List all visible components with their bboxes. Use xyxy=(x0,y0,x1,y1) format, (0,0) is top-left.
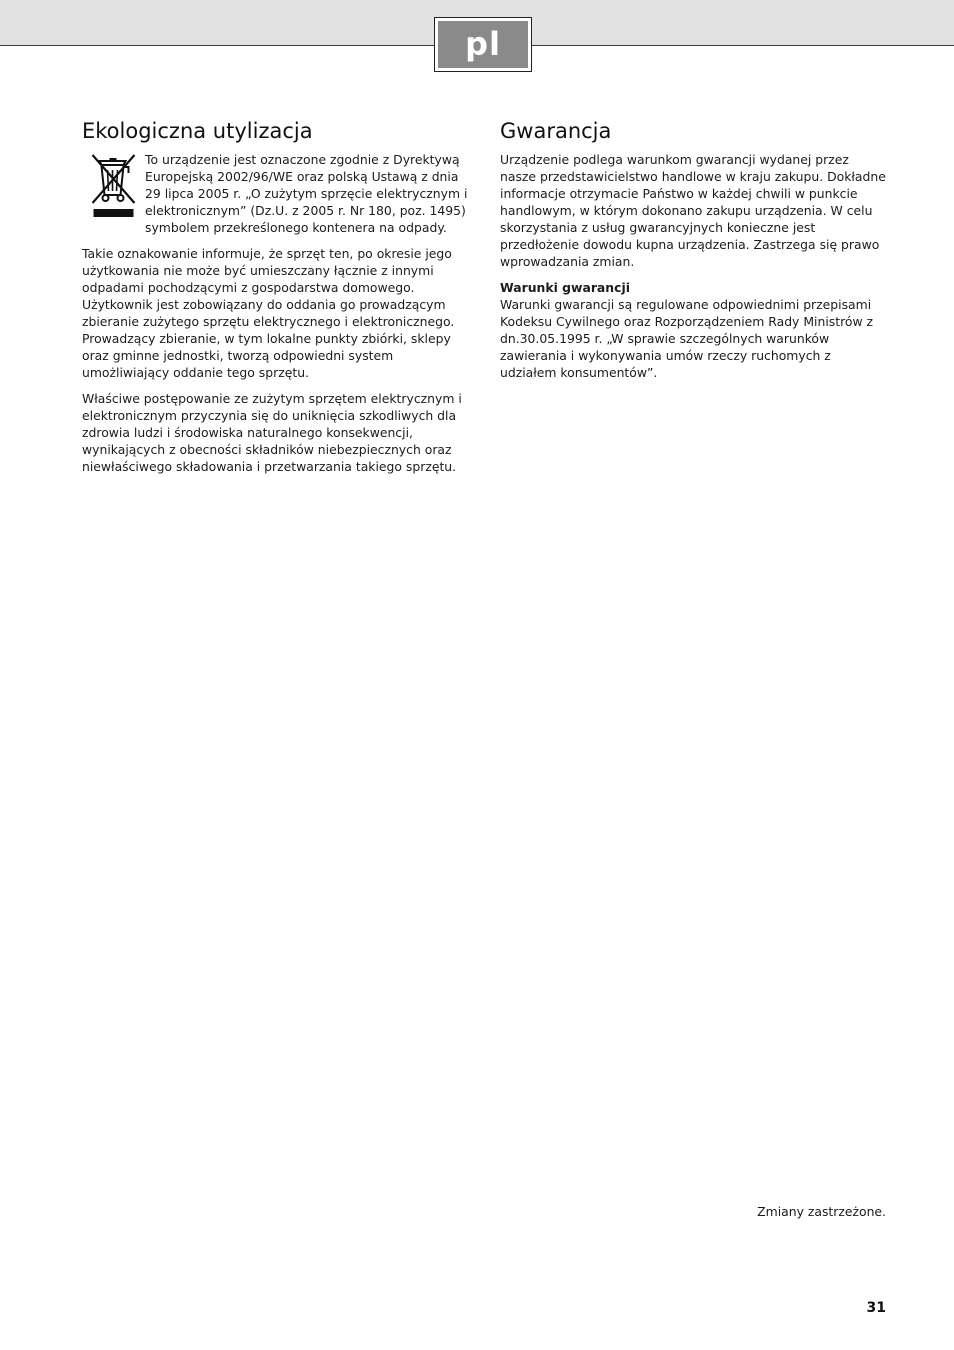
disposal-section xyxy=(82,116,470,475)
warranty-paragraph-1: Urządzenie podlega warunkom gwarancji wydanej przez nasze przedstawicielstwo handlowe w kraju zakupu. Dokładne informacje otrzymacie Państwo w każdej chwili w punkcie handlowym, w którym dokonano zakupu urządzenia. W celu skorzystania z usług gwarancyjnych konieczne jest przedłożenie dowodu kupna urządzenia. Zastrzega się prawo wprowadzania zmian. xyxy=(500,152,886,269)
warranty-section xyxy=(500,116,888,381)
disposal-title: Ekologiczna utylizacja xyxy=(82,119,313,143)
warranty-paragraph-2: Warunki gwarancji są regulowane odpowiednimi przepisami Kodeksu Cywilnego oraz Rozporządzeniem Rady Ministrów z dn.30.05.1995 r. „W sprawie szczególnych warunków zawierania i wykonywania umów rzeczy ruchomych z udziałem konsumentów”. xyxy=(500,297,874,380)
weee-notice xyxy=(82,151,470,236)
warranty-title: Gwarancja xyxy=(500,119,612,143)
language-code: pl xyxy=(438,21,528,68)
crossed-out-wheelie-bin-icon xyxy=(82,151,145,221)
changes-reserved-note: Zmiany zastrzeżone. xyxy=(757,1204,886,1219)
page-number: 31 xyxy=(866,1300,886,1316)
disposal-paragraph-2: Takie oznakowanie informuje, że sprzęt ten, po okresie jego użytkowania nie może być umieszczany łącznie z innymi odpadami pochodzącymi z gospodarstwa domowego. Użytkownik jest zobowiązany do oddania go prowadzącym zbieranie zużytego sprzętu elektrycznego i elektronicznego. Prowadzący zbieranie, w tym lokalne punkty zbiórki, sklepy oraz gminne jednostki, tworzą odpowiedni system umożliwiający oddanie tego sprzętu. xyxy=(82,246,455,380)
disposal-paragraph-3: Właściwe postępowanie ze zużytym sprzętem elektrycznym i elektronicznym przyczynia się do uniknięcia szkodliwych dla zdrowia ludzi i środowiska naturalnego konsekwencji, wynikających z obecności składników niebezpiecznych oraz niewłaściwego składowania i przetwarzania takiego sprzętu. xyxy=(82,391,462,474)
disposal-paragraph-1: To urządzenie jest oznaczone zgodnie z Dyrektywą Europejską 2002/96/WE oraz polską Ustawą z dnia 29 lipca 2005 r. „O zużytym sprzęcie elektrycznym i elektronicznym” (Dz.U. z 2005 r. Nr 180, poz. 1495) symbolem przekreślonego kontenera na odpady. xyxy=(145,152,468,235)
warranty-conditions-heading: Warunki gwarancji xyxy=(500,280,630,295)
language-tab xyxy=(434,17,532,72)
